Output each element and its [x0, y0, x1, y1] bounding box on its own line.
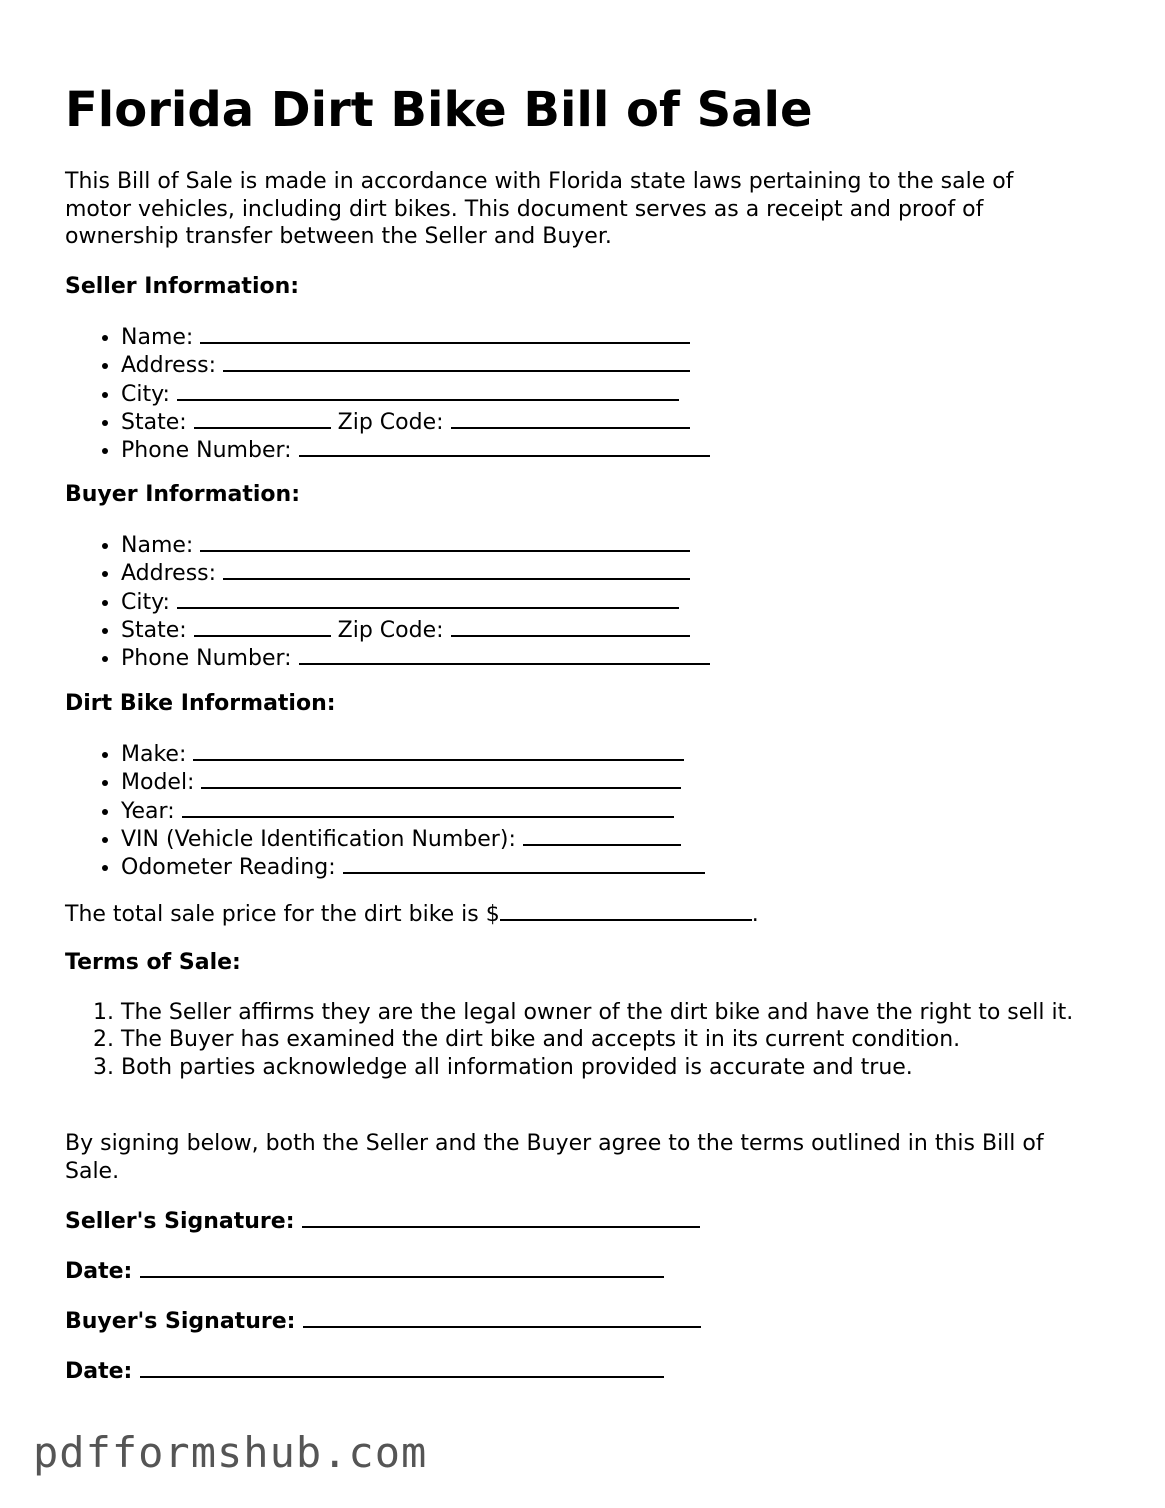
seller-signature-line[interactable] — [302, 1207, 700, 1228]
seller-zip-line[interactable] — [451, 408, 690, 429]
bike-make-field: • Make: — [121, 740, 705, 768]
seller-phone-line[interactable] — [299, 436, 710, 457]
seller-city-line[interactable] — [177, 380, 679, 401]
seller-name-line[interactable] — [200, 323, 690, 344]
agreement-paragraph: By signing below, both the Seller and the Buyer agree to the terms outlined in this Bill of Sale. — [65, 1131, 1044, 1184]
seller-address-field: • Address: — [121, 351, 710, 379]
seller-date-field: Date: — [65, 1257, 664, 1285]
bike-fields — [65, 740, 705, 881]
term-item: 3. Both parties acknowledge all information provided is accurate and true. — [121, 1054, 1081, 1081]
buyer-name-line[interactable] — [200, 531, 690, 552]
buyer-address-field: • Address: — [121, 559, 710, 587]
seller-state-zip-field: • State: Zip Code: — [121, 408, 710, 436]
buyer-phone-line[interactable] — [299, 644, 710, 665]
bike-vin-line[interactable] — [523, 825, 681, 846]
watermark-text: pdfformshub.com — [33, 1428, 428, 1477]
buyer-name-field: • Name: — [121, 531, 710, 559]
seller-date-line[interactable] — [140, 1257, 664, 1278]
buyer-heading: Buyer Information: — [65, 482, 300, 507]
buyer-city-field: • City: — [121, 588, 710, 616]
bike-year-line[interactable] — [182, 797, 674, 818]
buyer-fields — [65, 531, 710, 672]
bike-odometer-line[interactable] — [343, 853, 705, 874]
document-title: Florida Dirt Bike Bill of Sale — [65, 82, 813, 138]
buyer-signature-line[interactable] — [303, 1307, 701, 1328]
sale-price-line[interactable] — [500, 900, 752, 921]
seller-state-line[interactable] — [194, 408, 331, 429]
buyer-state-zip-field: • State: Zip Code: — [121, 616, 710, 644]
term-item: 1. The Seller affirms they are the legal owner of the dirt bike and have the right to sell it. — [121, 999, 1081, 1026]
buyer-date-line[interactable] — [140, 1357, 664, 1378]
sale-price-statement: The total sale price for the dirt bike is $ . — [65, 902, 759, 927]
buyer-address-line[interactable] — [223, 559, 690, 580]
seller-signature-field: Seller's Signature: — [65, 1207, 700, 1235]
bike-make-line[interactable] — [193, 740, 684, 761]
bike-vin-field: • VIN (Vehicle Identification Number): — [121, 825, 705, 853]
bike-heading: Dirt Bike Information: — [65, 691, 336, 716]
bike-odometer-field: • Odometer Reading: — [121, 853, 705, 881]
seller-address-line[interactable] — [223, 351, 690, 372]
buyer-state-line[interactable] — [194, 616, 331, 637]
terms-heading: Terms of Sale: — [65, 950, 241, 975]
buyer-city-line[interactable] — [177, 588, 679, 609]
seller-name-field: • Name: — [121, 323, 710, 351]
intro-paragraph: This Bill of Sale is made in accordance with Florida state laws pertaining to the sale of motor vehicles, including dirt bikes. This document serves as a receipt and proof of ownership transfer between the Seller and Buyer. — [65, 169, 1014, 249]
buyer-signature-field: Buyer's Signature: — [65, 1307, 701, 1335]
bike-year-field: • Year: — [121, 797, 705, 825]
seller-heading: Seller Information: — [65, 274, 300, 299]
term-item: 2. The Buyer has examined the dirt bike and accepts it in its current condition. — [121, 1026, 1081, 1053]
buyer-zip-line[interactable] — [451, 616, 690, 637]
seller-city-field: • City: — [121, 380, 710, 408]
buyer-date-field: Date: — [65, 1357, 664, 1385]
buyer-phone-field: • Phone Number: — [121, 644, 710, 672]
seller-fields — [65, 323, 710, 464]
bike-model-field: • Model: — [121, 768, 705, 796]
bike-model-line[interactable] — [201, 768, 681, 789]
terms-list — [65, 999, 1081, 1081]
seller-phone-field: • Phone Number: — [121, 436, 710, 464]
